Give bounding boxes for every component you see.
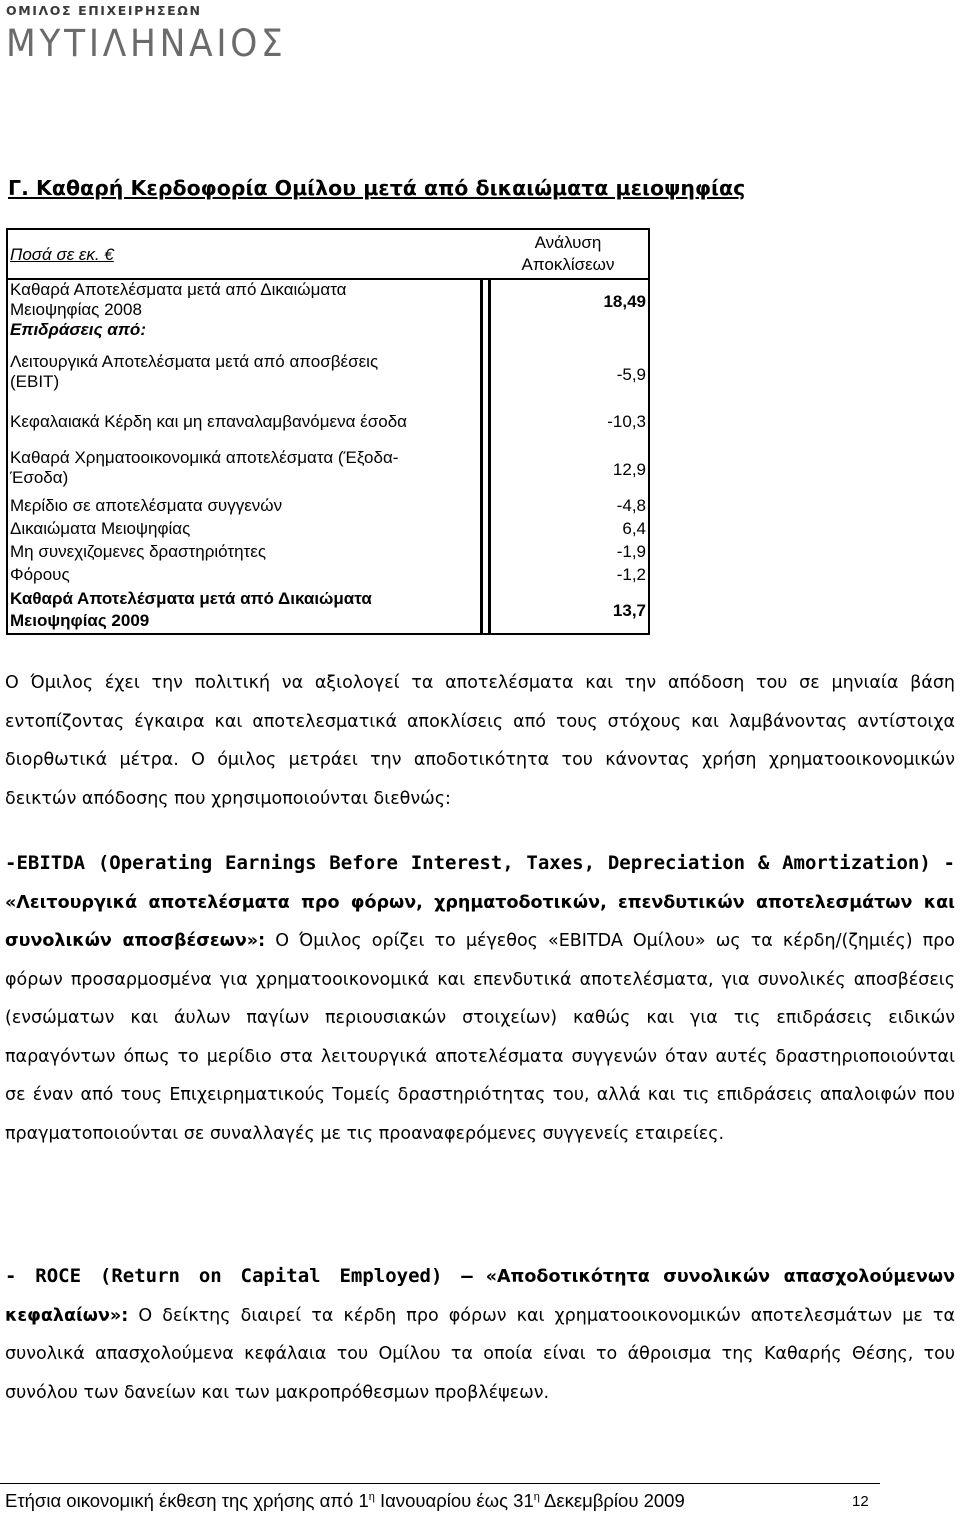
row-label-line: Λειτουργικά Αποτελέσματα μετά από αποσβέσεις <box>10 352 379 371</box>
row-label-line: Μειοψηφίας 2009 <box>10 611 150 630</box>
row-label-line: Έσοδα) <box>10 468 69 487</box>
column-header-line-2: Αποκλίσεων <box>521 255 615 274</box>
table-row-label <box>10 448 470 488</box>
table-row-label: Μη συνεχιζομενες δραστηριότητες <box>10 542 267 561</box>
footer-text-part: Δεκεμβρίου 2009 <box>539 1490 685 1511</box>
ebitda-paragraph <box>5 844 955 1153</box>
company-logo <box>6 3 324 65</box>
table-row-value: -1,2 <box>616 565 646 584</box>
variance-table <box>6 228 650 635</box>
table-row-value: -4,8 <box>616 496 646 515</box>
table-divider-1 <box>480 278 483 635</box>
roce-paragraph <box>5 1257 955 1412</box>
ebitda-definition: Ο Όμιλος ορίζει το μέγεθος «EBITDA Ομίλου» ως τα κέρδη/(ζημιές) προ φόρων προσαρμοσμένα για χρηματοοικονομικά και επενδυτικά αποτελέσματα, για συνολικές αποσβέσεις (ενσώματων και άυλων παγίων περιουσιακών στοιχείων) καθώς και για τις επιδράσεις ειδικών παραγόντων όπως το μερίδιο στα λειτουργικά αποτελέσματα συγγενών όταν αυτές δραστηριοποιούνται σε έναν από τους Επιχειρηματικούς Τομείς δραστηριότητας του, αλλά και τις επιδράσεις απαλοιφών που πραγματοποιούνται σε συναλλαγές με τις προαναφερόμενες συγγενείς εταιρείες. <box>5 931 955 1144</box>
roce-greek-term: «Αποδοτικότητα συνολικών απασχολούμενων κεφαλαίων»: <box>5 1267 955 1326</box>
section-title <box>8 176 745 200</box>
ebitda-term: -EBITDA (Operating Earnings Before Interest, Taxes, Depreciation & Amortization) - <box>5 852 955 874</box>
ebitda-greek-term: «Λειτουργικά αποτελέσματα προ φόρων, χρηματοδοτικών, επενδυτικών αποτελεσμάτων και συνολικών αποσβέσεων»: <box>5 892 955 951</box>
table-row-label <box>10 280 470 320</box>
footer-superscript: η <box>533 1490 540 1503</box>
table-row-value: 13,7 <box>612 601 646 620</box>
section-title-text: Γ. Καθαρή Κερδοφορία Ομίλου μετά από δικαιώματα μειοψηφίας <box>8 176 746 200</box>
table-row-value: -1,9 <box>616 542 646 561</box>
table-row-value: -10,3 <box>607 412 646 431</box>
table-row-label <box>10 588 470 632</box>
table-row-label: Φόρους <box>10 565 70 584</box>
logo-group-text: ΟΜΙΛΟΣ ΕΠΙΧΕΙΡΗΣΕΩΝ <box>6 3 202 18</box>
table-row-label: Μερίδιο σε αποτελέσματα συγγενών <box>10 496 283 515</box>
footer-superscript: η <box>368 1490 375 1503</box>
table-row-value: 12,9 <box>612 460 646 479</box>
table-row-value: -5,9 <box>616 365 646 384</box>
footer-text <box>5 1490 685 1512</box>
logo-company-name: ΜΥΤΙΛΗΝΑΙΟΣ <box>6 22 287 65</box>
column-header-line-1: Ανάλυση <box>534 233 602 252</box>
row-label-line: Καθαρά Αποτελέσματα μετά από Δικαιώματα <box>10 589 372 608</box>
table-row-value: 18,49 <box>603 292 646 311</box>
table-row-value: 6,4 <box>622 519 646 538</box>
policy-paragraph: Ο Όμιλος έχει την πολιτική να αξιολογεί τα αποτελέσματα και την απόδοση του σε μηνιαία βάση εντοπίζοντας έγκαιρα και αποτελεσματικά αποκλίσεις από τους στόχους και λαμβάνοντας αντίστοιχα διορθωτικά μέτρα. Ο όμιλος μετράει την αποδοτικότητα του κάνοντας χρήση χρηματοοικονομικών δεικτών απόδοσης που χρησιμοποιούνται διεθνώς: <box>5 673 955 809</box>
table-column-header <box>490 232 646 276</box>
roce-definition: Ο δείκτης διαιρεί τα κέρδη προ φόρων και χρηματοοικονομικών αποτελεσμάτων με τα συνολικά απασχολούμενα κεφάλαια του Ομίλου τα οποία είναι το άθροισμα της Καθαρής Θέσης, του συνόλου των δανείων και των μακροπρόθεσμων προβλέψεων. <box>5 1305 955 1403</box>
footer-rule <box>0 1483 880 1484</box>
table-row-label: Κεφαλαιακά Κέρδη και μη επαναλαμβανόμενα έσοδα <box>10 412 408 431</box>
footer-text-part: Ιανουαρίου έως 31 <box>374 1490 534 1511</box>
table-row-label: Δικαιώματα Μειοψηφίας <box>10 519 191 538</box>
footer-text-part: Ετήσια οικονομική έκθεση της χρήσης από 1 <box>5 1490 369 1511</box>
page-number: 12 <box>852 1493 869 1510</box>
table-row-label: Επιδράσεις από: <box>10 320 146 339</box>
row-label-line: Καθαρά Χρηματοοικονομικά αποτελέσματα (Έξοδα- <box>10 448 399 467</box>
table-row-label <box>10 352 470 392</box>
table-unit-label: Ποσά σε εκ. € <box>10 245 114 264</box>
row-label-line: Μειοψηφίας 2008 <box>10 300 142 319</box>
table-divider-2 <box>488 278 491 635</box>
row-label-line: Καθαρά Αποτελέσματα μετά από Δικαιώματα <box>10 280 347 299</box>
row-label-line: (EBIT) <box>10 372 60 391</box>
roce-term: - ROCE (Return on Capital Employed) – <box>5 1265 473 1287</box>
